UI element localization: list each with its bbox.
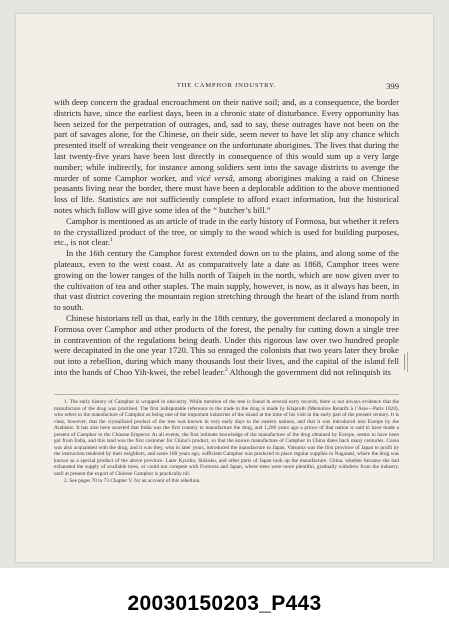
running-head: THE CAMPHOR INDUSTRY. [176, 82, 277, 89]
book-page [16, 14, 433, 562]
footnote: 1. The early history of Camphor is wrapped in obscurity. While mention of the tree is found in several early records, there is not always evidence that the manufacture of the drug was practised. The first indisputable reference to the trade in the drug is made by Klaproth (Memoires Relatifs à l’Asie—Paris 1824), who refers to the manufacture of Camphor as being one of the important industries of the island at the time of his visit in the early part of the present century. It is clear, however, that the crystallized product of the tree was known in very early days to the eastern nations, and that it was introduced into Europe by the Arabians. It has also been asserted that India was the first country to manufacture the drug, and 1,200 years ago a prince of that nation is said to have made a present of Camphor to the Chinese Emperor. At all events, the first intimate knowledge of the manufacture of the drug obtained by Europe, seems to have been got from India, and this land was the first customer for China’s product, so that the known manufacture of Camphor in China dates back many centuries. Corea was also acquainted with the drug, and it was they, who in later years, introduced the manufacture to Japan. Vatsuma was the first province of Japan to profit by the instruction tendered by their neighbors, and some 180 years ago, sufficient Camphor was produced to place regular supplies in Nagasaki, where the drug was known as a special product of the above province. Later Kyushu, Shikoku, and other parts of Japan took up the manufacture. China, whether because she had exhausted the supply of available trees, or could not compete with Formosa and Japan, where trees were more plentiful, gradually withdrew from the industry, until at present the export of Chinese Camphor is practically nil. [54, 399, 399, 477]
italic-phrase: vicé versâ, [196, 172, 235, 183]
footnote-ref: 2 [225, 367, 228, 374]
body-text [54, 97, 399, 378]
paragraph: In the 16th century the Camphor forest extended down on to the plains, and along some of the plateaux, even to the west coast. At as comparatively late a date as 1868, Camphor trees were growing on the lower ranges of the hills north of Taipeh in the north, which are now given over to the cultivation of tea and other staples. The main supply, however, is now, as it always has been, in that vast district covering the mountain region stretching through the heart of the island from north to south. [54, 248, 399, 313]
margin-mark [407, 352, 408, 372]
footnote-divider [54, 394, 399, 395]
paragraph: Chinese historians tell us that, early in the 18th century, the government declared a monopoly in Formosa over Camphor and other products of the forest, the penalty for cutting down a single tree in contravention of the regulations being death. Under this rigorous law over two hundred people were decapitated in the one year 1720. This so enraged the colonists that two years later they broke out into a rebellion, during which many thousands lost their lives, and the capital of the island fell into the hands of Choo Yih-kwei, the rebel leader.$^2$ Although the government did not relinquish its [54, 312, 399, 377]
footnotes [54, 399, 399, 486]
paragraph: with deep concern the gradual encroachment on their native soil; and, as a consequence, the border districts have, since the earliest days, been in a chronic state of disturbance. Every opportunity has been seized for the perpetration of outrages, and, sad to say, these outrages have not been on the part of savages alone, for the Chinese, on their side, seem never to have let slip any chance which presented itself of wreaking their vengeance on the unfortunate aborigines. The lives that during the last twenty-five years have been lost directly in consequence of this would sum up a very large number; while indirectly, for instance among soldiers sent into the savage districts to avenge the murder of some Camphor worker, and vicé versâ, among aborigines making a raid on Chinese peasants living near the border, there must have been a deplorable addition to the above mentioned loss of life. Statistics are not sufficiently complete to afford exact information, but the historical notes which follow will give some idea of the “ butcher’s bill.” [54, 97, 400, 215]
scan-label: 20030150203_P443 [127, 592, 322, 615]
page-number: 399 [386, 81, 399, 91]
footnote-ref: 1 [109, 237, 113, 244]
paragraph: Camphor is mentioned as an article of trade in the early history of Formosa, but whether it refers to the crystallized product of the tree, or simply to the wood which is used for building purposes, etc., is not clear.$^1$ [54, 215, 399, 248]
footnote: 2. See pages 70 to 73 Chapter V. for an account of this rebellion. [64, 478, 201, 484]
page-header [54, 82, 399, 94]
margin-mark [404, 354, 405, 370]
